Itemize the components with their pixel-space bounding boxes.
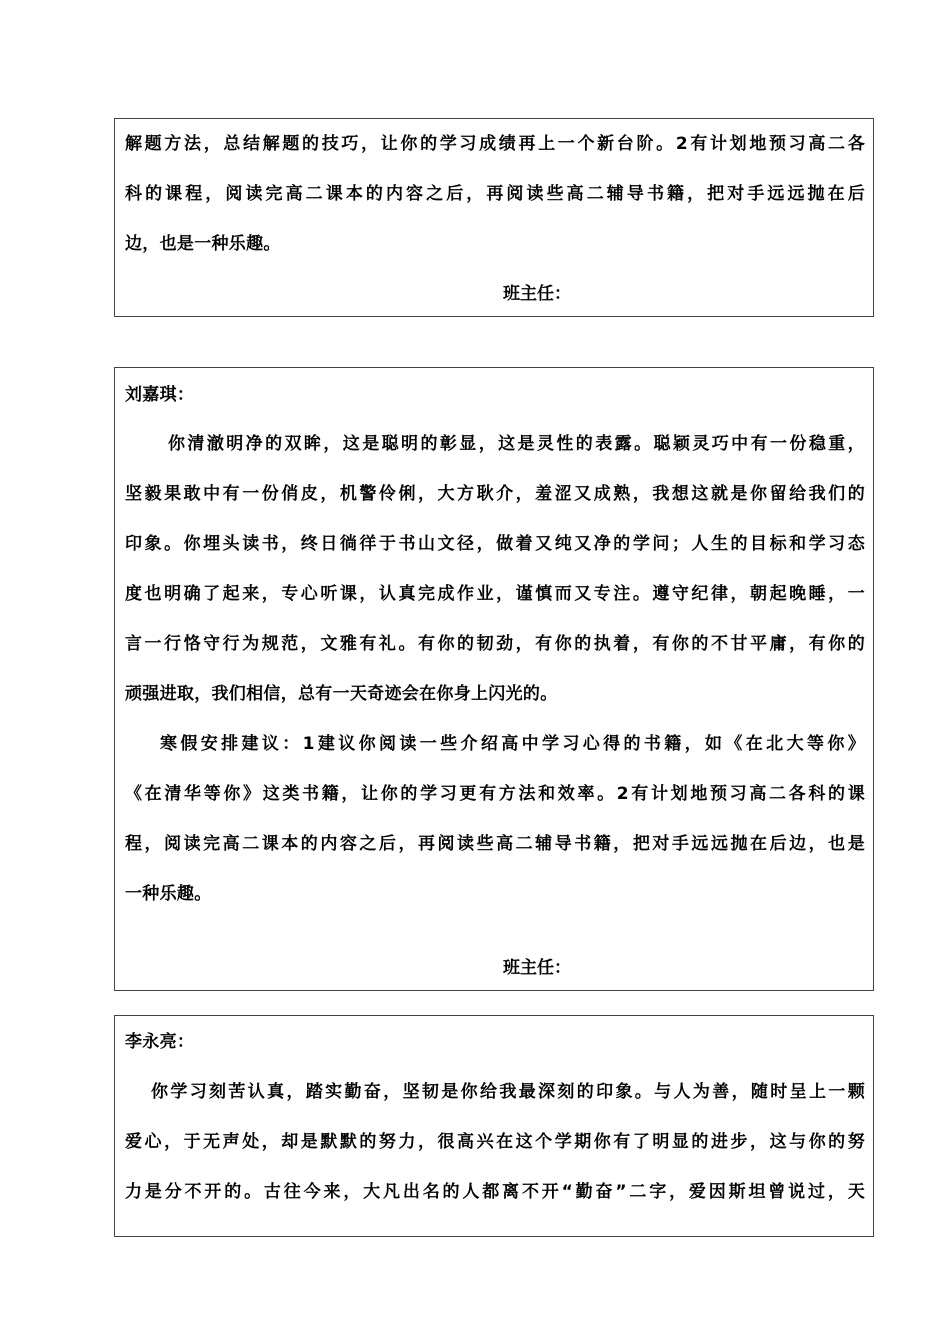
vacation-advice-line: 程，阅读完高二课本的内容之后，再阅读些高二辅导书籍，把对手远远抛在后边，也是 xyxy=(125,834,865,854)
comment-line: 边，也是一种乐趣。 xyxy=(125,234,281,254)
comment-line: 爱心，于无声处，却是默默的努力，很高兴在这个学期你有了明显的进步，这与你的努 xyxy=(125,1132,865,1152)
comment-line: 言一行恪守行为规范，文雅有礼。有你的韧劲，有你的执着，有你的不甘平庸，有你的 xyxy=(125,634,865,654)
comment-box-2 xyxy=(114,367,874,991)
comment-line: 力是分不开的。古往今来，大凡出名的人都离不开“勤奋”二字，爱因斯坦曾说过，天 xyxy=(125,1182,865,1202)
teacher-signature-label: 班主任： xyxy=(503,958,571,978)
vacation-advice-line: 《在清华等你》这类书籍，让你的学习更有方法和效率。2有计划地预习高二各科的课 xyxy=(125,784,865,804)
comment-line: 顽强进取，我们相信，总有一天奇迹会在你身上闪光的。 xyxy=(125,684,558,704)
comment-line: 印象。你埋头读书，终日徜徉于书山文径，做着又纯又净的学问；人生的目标和学习态 xyxy=(125,534,865,554)
comment-line: 度也明确了起来，专心听课，认真完成作业，谨慎而又专注。遵守纪律，朝起晚睡，一 xyxy=(125,584,865,604)
student-name: 刘嘉琪： xyxy=(125,385,195,405)
comment-line: 解题方法，总结解题的技巧，让你的学习成绩再上一个新台阶。2有计划地预习高二各 xyxy=(125,134,865,154)
comment-box-3 xyxy=(114,1015,874,1237)
comment-line: 你学习刻苦认真，踏实勤奋，坚韧是你给我最深刻的印象。与人为善，随时呈上一颗 xyxy=(151,1082,865,1102)
student-name: 李永亮： xyxy=(125,1032,195,1052)
comment-line: 你清澈明净的双眸，这是聪明的彰显，这是灵性的表露。聪颖灵巧中有一份稳重， xyxy=(168,434,865,454)
teacher-signature-label: 班主任： xyxy=(503,284,571,304)
vacation-advice-line: 寒假安排建议：1建议你阅读一些介绍高中学习心得的书籍，如《在北大等你》 xyxy=(160,734,865,754)
vacation-advice-line: 一种乐趣。 xyxy=(125,884,212,904)
comment-box-1 xyxy=(114,118,874,317)
comment-line: 科的课程，阅读完高二课本的内容之后，再阅读些高二辅导书籍，把对手远远抛在后 xyxy=(125,184,865,204)
comment-line: 坚毅果敢中有一份俏皮，机警伶俐，大方耿介，羞涩又成熟，我想这就是你留给我们的 xyxy=(125,484,865,504)
